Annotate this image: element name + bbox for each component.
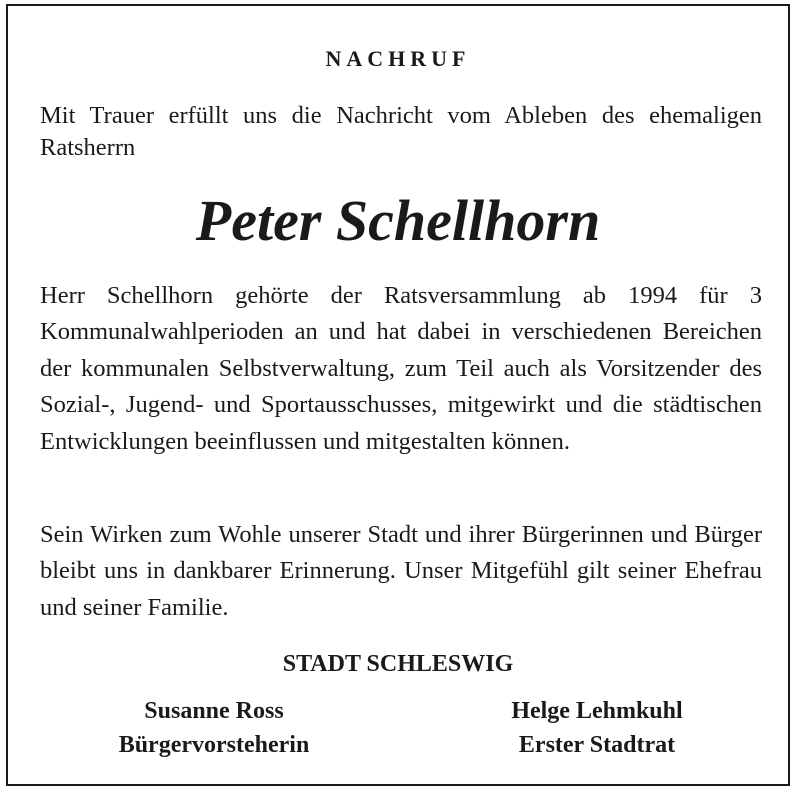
intro-text: Mit Trauer erfüllt uns die Nachricht vom Ableben des ehemaligen Ratsherrn <box>40 102 762 161</box>
signatory-title: Bürgervorsteherin <box>118 732 310 758</box>
signatory-right <box>437 694 757 762</box>
signatory-name: Susanne Ross <box>144 698 284 724</box>
signatory-title: Erster Stadtrat <box>518 732 676 758</box>
obituary-notice <box>6 4 790 786</box>
biography-paragraph: Herr Schellhorn gehörte der Ratsversammlung ab 1994 für 3 Kommunalwahlperioden an und hat dabei in verschiedenen Bereichen der kommunalen Selbstverwaltung, zum Teil auch als Vorsitzender des Sozial-, Jugend- und Sportausschusses, mitgewirkt und die städtischen Entwicklungen beeinflussen und mitgestalten können. <box>40 282 762 455</box>
signatory-left <box>54 694 374 762</box>
condolence-paragraph: Sein Wirken zum Wohle unserer Stadt und ihrer Bürgerinnen und Bürger bleibt uns in dankbarer Erinnerung. Unser Mitgefühl gilt seiner Ehefrau und seiner Familie. <box>40 521 762 621</box>
notice-heading: NACHRUF <box>325 46 471 71</box>
organization-name: STADT SCHLESWIG <box>282 651 514 677</box>
signatory-name: Helge Lehmkuhl <box>511 698 683 724</box>
deceased-name: Peter Schellhorn <box>195 188 601 253</box>
